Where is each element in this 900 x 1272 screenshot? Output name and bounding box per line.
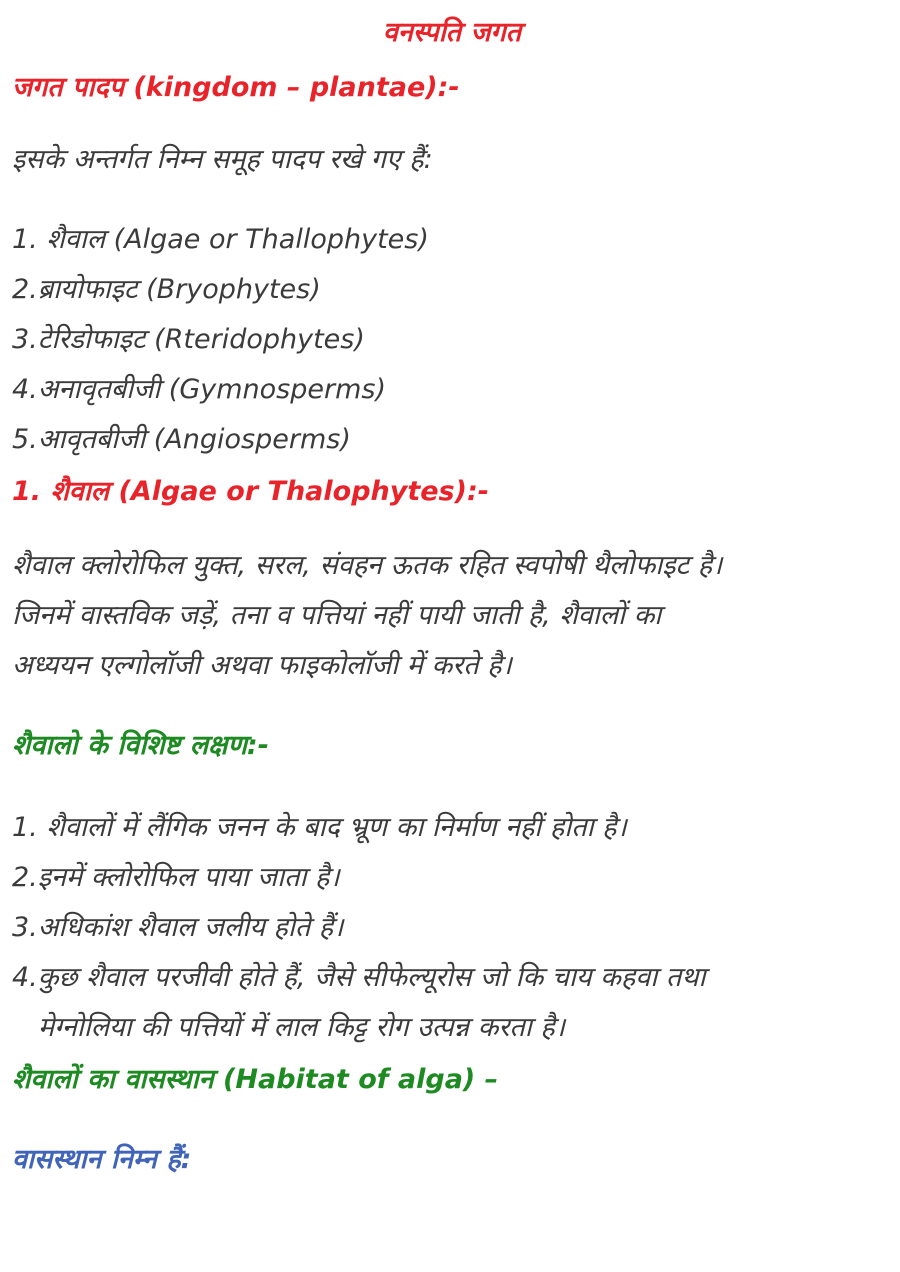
- algae-paragraph-line: शैवाल क्लोरोफिल युक्त, सरल, संवहन ऊतक रहित स्वपोषी थैलोफाइट है।: [12, 550, 723, 581]
- list-item-continuation: मेग्नोलिया की पत्तियों में लाल किट्ट रोग उत्पन्न करता है।: [38, 1012, 565, 1043]
- list-item: 3.अधिकांश शैवाल जलीय होते हैं।: [12, 912, 344, 943]
- list-item: 2.इनमें क्लोरोफिल पाया जाता है।: [12, 862, 340, 893]
- list-item: 4.अनावृतबीजी (Gymnosperms): [12, 374, 386, 405]
- habitat-heading: शैवालों का वासस्थान (Habitat of alga) –: [12, 1064, 499, 1095]
- list-item: 3.टेरिडोफाइट (Rteridophytes): [12, 324, 365, 355]
- page-title-text: वनस्पति जगत: [382, 17, 522, 48]
- page-title: [0, 14, 900, 52]
- features-heading: शैवालो के विशिष्ट लक्षण:-: [12, 730, 269, 761]
- habitat-subheading: वासस्थान निम्न हैं:: [12, 1144, 192, 1175]
- kingdom-intro: इसके अन्तर्गत निम्न समूह पादप रखे गए हैं:: [12, 144, 433, 175]
- list-item: 1. शैवाल (Algae or Thallophytes): [12, 224, 429, 255]
- algae-heading: 1. शैवाल (Algae or Thalophytes):-: [12, 476, 489, 507]
- algae-paragraph-line: अध्ययन एल्गोलॉजी अथवा फाइकोलॉजी में करते है।: [12, 650, 512, 681]
- list-item: 2.ब्रायोफाइट (Bryophytes): [12, 274, 321, 305]
- list-item: 4.कुछ शैवाल परजीवी होते हैं, जैसे सीफेल्यूरोस जो कि चाय कहवा तथा: [12, 962, 706, 993]
- algae-paragraph-line: जिनमें वास्तविक जड़ें, तना व पत्तियां नहीं पायी जाती है, शैवालों का: [12, 600, 662, 631]
- kingdom-heading: जगत पादप (kingdom – plantae):-: [12, 72, 460, 103]
- list-item: 1. शैवालों में लैंगिक जनन के बाद भ्रूण का निर्माण नहीं होता है।: [12, 812, 627, 843]
- list-item: 5.आवृतबीजी (Angiosperms): [12, 424, 351, 455]
